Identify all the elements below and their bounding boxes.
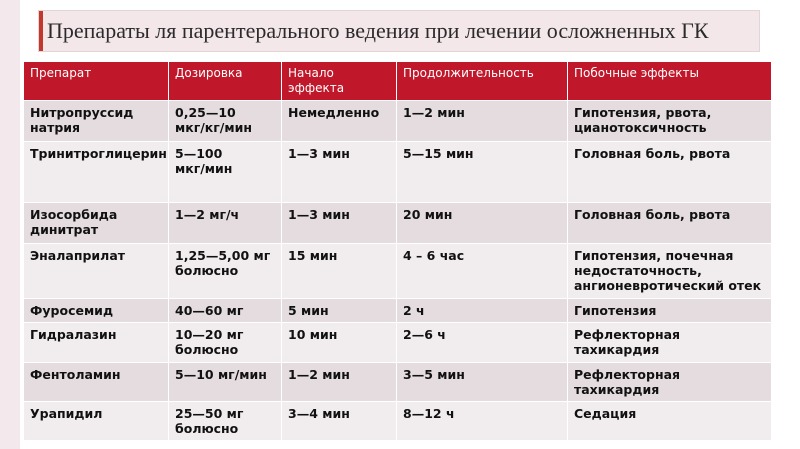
cell-dosage: 5—10 мг/мин [169, 363, 282, 402]
cell-side-effects: Гипотензия [568, 299, 772, 323]
left-decorative-band [0, 0, 20, 449]
table-row [24, 299, 772, 323]
cell-onset: 10 мин [282, 323, 397, 363]
cell-side-effects: Головная боль, рвота [568, 203, 772, 244]
table-row [24, 203, 772, 244]
cell-dosage: 40—60 мг [169, 299, 282, 323]
table-row [24, 323, 772, 363]
cell-duration: 3—5 мин [397, 363, 568, 402]
cell-drug: Гидралазин [24, 323, 169, 363]
slide-title: Препараты ля парентерального ведения при лечении осложненных ГК [47, 18, 709, 43]
cell-duration: 2 ч [397, 299, 568, 323]
cell-duration: 5—15 мин [397, 142, 568, 203]
header-side-effects: Побочные эффекты [568, 62, 772, 101]
cell-drug: Нитропруссид натрия [24, 101, 169, 142]
cell-duration: 8—12 ч [397, 402, 568, 441]
cell-drug: Эналаприлат [24, 244, 169, 299]
cell-duration: 4 – 6 час [397, 244, 568, 299]
table-row [24, 142, 772, 203]
cell-duration: 1—2 мин [397, 101, 568, 142]
cell-side-effects: Рефлекторная тахикардия [568, 363, 772, 402]
cell-side-effects: Седация [568, 402, 772, 441]
table-row [24, 402, 772, 441]
cell-drug: Урапидил [24, 402, 169, 441]
cell-drug: Фентоламин [24, 363, 169, 402]
cell-dosage: 1,25—5,00 мг болюсно [169, 244, 282, 299]
cell-dosage: 10—20 мг болюсно [169, 323, 282, 363]
header-onset: Начало эффекта [282, 62, 397, 101]
cell-duration: 2—6 ч [397, 323, 568, 363]
cell-side-effects: Головная боль, рвота [568, 142, 772, 203]
cell-drug: Тринитроглицерин [24, 142, 169, 203]
cell-onset: Немедленно [282, 101, 397, 142]
cell-onset: 1—3 мин [282, 203, 397, 244]
cell-onset: 5 мин [282, 299, 397, 323]
header-duration: Продолжительность [397, 62, 568, 101]
cell-drug: Фуросемид [24, 299, 169, 323]
cell-duration: 20 мин [397, 203, 568, 244]
table-row [24, 244, 772, 299]
table-row [24, 101, 772, 142]
cell-onset: 3—4 мин [282, 402, 397, 441]
table-row [24, 363, 772, 402]
title-banner [38, 10, 760, 52]
cell-dosage: 25—50 мг болюсно [169, 402, 282, 441]
cell-side-effects: Гипотензия, почечная недостаточность, ангионевротический отек [568, 244, 772, 299]
table-header-row [24, 62, 772, 101]
cell-dosage: 5—100 мкг/мин [169, 142, 282, 203]
cell-dosage: 0,25—10 мкг/кг/мин [169, 101, 282, 142]
title-accent-bar [39, 11, 43, 51]
cell-dosage: 1—2 мг/ч [169, 203, 282, 244]
cell-drug: Изосорбида динитрат [24, 203, 169, 244]
cell-onset: 1—2 мин [282, 363, 397, 402]
cell-side-effects: Рефлекторная тахикардия [568, 323, 772, 363]
header-drug: Препарат [24, 62, 169, 101]
cell-onset: 1—3 мин [282, 142, 397, 203]
header-dosage: Дозировка [169, 62, 282, 101]
drug-table [23, 61, 772, 441]
cell-side-effects: Гипотензия, рвота, цианотоксичность [568, 101, 772, 142]
cell-onset: 15 мин [282, 244, 397, 299]
